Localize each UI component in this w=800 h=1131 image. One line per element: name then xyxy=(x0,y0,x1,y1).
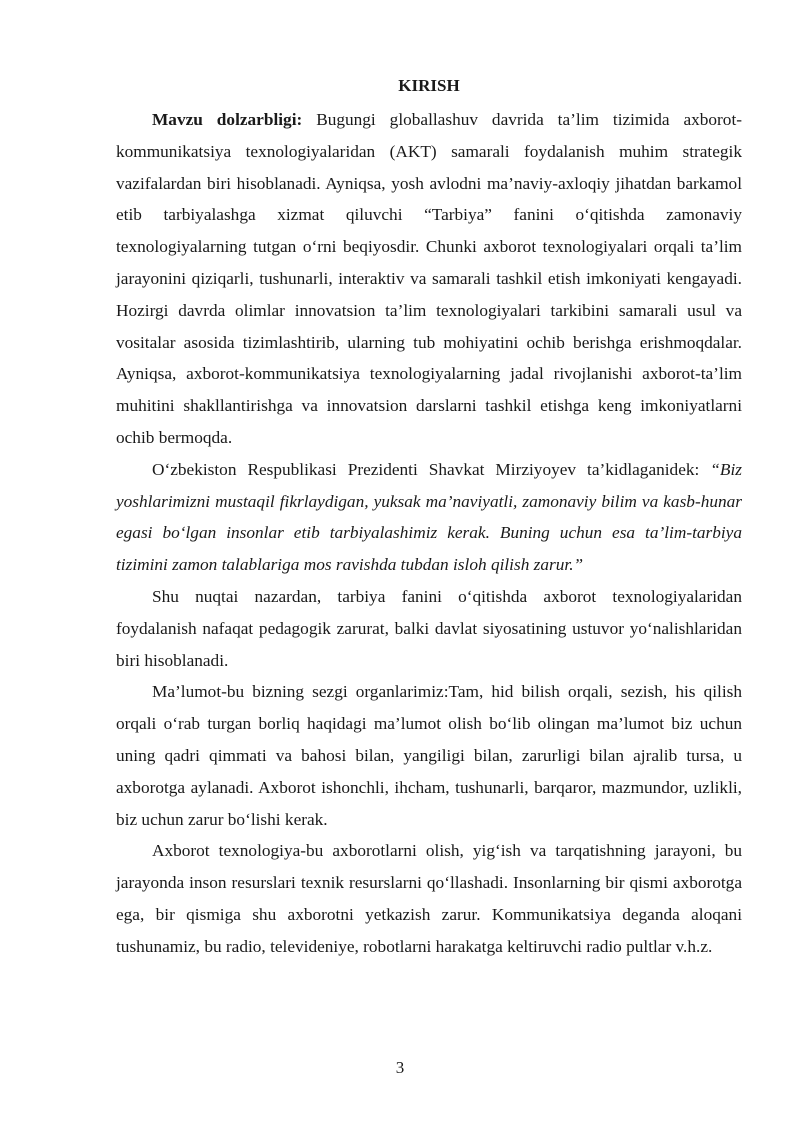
page-title: KIRISH xyxy=(398,76,460,95)
paragraph-information xyxy=(116,676,742,835)
paragraph-text: Bugungi globallashuv davrida ta’lim tizimida axborot-kommunikatsiya texnologiyalaridan (AKT) samarali foydalanish muhim strategik vazifalardan biri hisoblanadi. Ayniqsa, yosh avlodni ma’naviy-axloqiy jihatdan barkamol etib tarbiyalashga xizmat qiluvchi “Tarbiya” fanini o‘qitishda zamonaviy texnologiyalarning tutgan o‘rni beqiyosdir. Chunki axborot texnologiyalari orqali ta’lim jarayonini qiziqarli, tushunarli, interaktiv va samarali tashkil etish imkoniyati kengayadi. Hozirgi davrda olimlar innovatsion ta’lim texnologiyalari tarkibini samarali usul va vositalar asosida tizimlashtirib, ularning tub mohiyatini ochib berishga erishmoqdalar. Ayniqsa, axborot-kommunikatsiya texnologiyalarning jadal rivojlanishi axborot-ta’lim muhitini shakllantirishga va innovatsion darslarni tashkil etishga keng imkoniyatlarni ochib bermoqda. xyxy=(116,110,743,447)
document-page xyxy=(116,72,742,963)
paragraph-text: Shu nuqtai nazardan, tarbiya fanini o‘qitishda axborot texnologiyalaridan foydalanish nafaqat pedagogik zarurat, balki davlat siyosatining ustuvor yo‘nalishlaridan biri hisoblanadi. xyxy=(116,586,742,670)
paragraph-lead: Mavzu dolzarbligi: xyxy=(152,110,303,129)
paragraph-relevance xyxy=(116,104,742,454)
paragraph-information-technology xyxy=(116,835,742,962)
paragraph-text: Axborot texnologiya-bu axborotlarni olish, yig‘ish va tarqatishning jarayoni, bu jarayonda inson resurslari texnik resurslarni qo‘llashadi. Insonlarning bir qismi axborotga ega, bir qismiga shu axborotni yetkazish zarur. Kommunikatsiya deganda aloqani tushunamiz, bu radio, televideniye, robotlarni harakatga keltiruvchi radio pultlar v.h.z. xyxy=(116,841,742,956)
paragraph-text: Ma’lumot-bu bizning sezgi organlarimiz:Tam, hid bilish orqali, sezish, his qilish orqali o‘rab turgan borliq haqidagi ma’lumot olish bo‘lib olingan ma’lumot biz uchun uning qadri qimmati va bahosi bilan, yangiligi bilan, zarurligi bilan ajralib tursa, u axborotga aylanadi. Axborot ishonchli, ihcham, tushunarli, barqaror, mazmundor, uzlikli, biz uchun zarur bo‘lishi kerak. xyxy=(116,682,742,829)
paragraph-text: O‘zbekiston Respublikasi Prezidenti Shavkat Mirziyoyev ta’kidlaganidek: xyxy=(152,459,711,479)
quotation: “Biz yoshlarimizni mustaqil fikrlaydigan, yuksak ma’naviyatli, zamonaviy bilim va kasb-hunar egasi bo‘lgan insonlar etib tarbiyalashimiz kerak. Buning uchun esa ta’lim-tarbiya tizimini zamon talablariga mos ravishda tubdan isloh qilish zarur.” xyxy=(116,459,742,575)
paragraph-president-quote xyxy=(116,454,742,581)
paragraph-policy xyxy=(116,581,742,676)
page-number: 3 xyxy=(395,1058,405,1077)
